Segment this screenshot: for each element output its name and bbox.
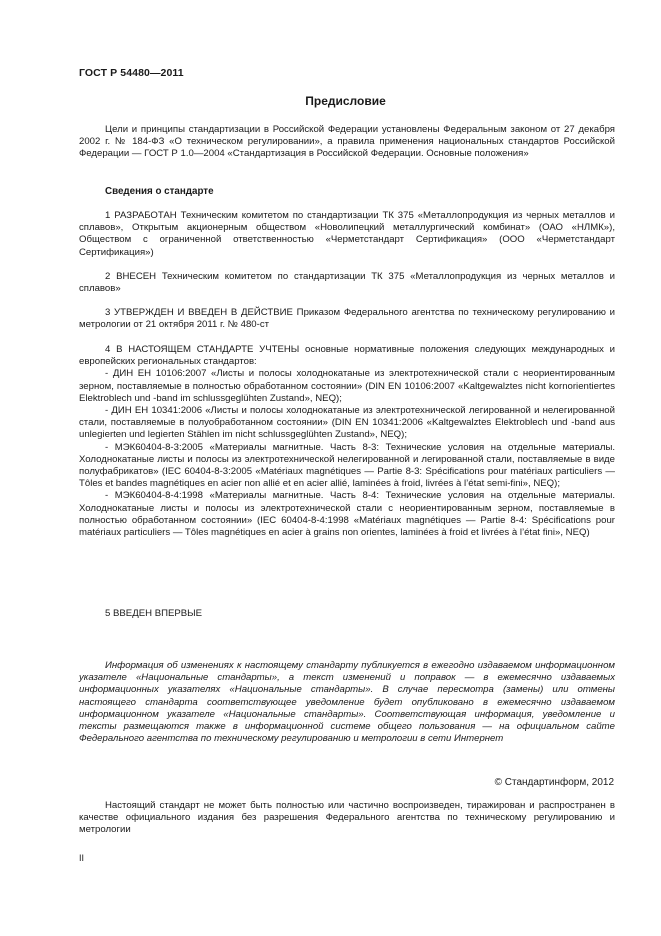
item-2-block	[79, 271, 615, 295]
copyright-line: © Стандартинформ, 2012	[494, 777, 614, 788]
item-5-paragraph: 5 ВВЕДЕН ВПЕРВЫЕ	[105, 608, 203, 619]
notice-paragraph: Информация об изменениях к настоящему стандарту публикуется в ежегодно издаваемом информационном указателе «Национальные стандарты», а текст изменений и поправок — в ежемесячно издаваемых информационных указателях «Национальные стандарты». В случае пересмотра (замены) или отмены настоящего стандарта соответствующее уведомление будет опубликовано в ежемесячно издаваемом информационном указателе «Национальные стандарты». Соответствующая информация, уведомление и тексты размещаются также в информационной системе общего пользования — на официальном сайте Федерального агентства по техническому регулированию и метрологии в сети Интернет	[79, 660, 615, 745]
item-2-paragraph: 2 ВНЕСЕН Техническим комитетом по стандартизации ТК 375 «Металлопродукция из черных металлов и сплавов»	[79, 271, 615, 295]
item-1-paragraph: 1 РАЗРАБОТАН Техническим комитетом по стандартизации ТК 375 «Металлопродукция из черных металлов и сплавов», Открытым акционерным обществом «Новолипецкий металлургический комбинат» (ОАО «НЛМК»), Обществом с ограниченной ответственностью «Черметстандарт Сертификация» (ООО «Черметстандарт Сертификация»)	[79, 210, 615, 258]
item-4-paragraph: 4 В НАСТОЯЩЕМ СТАНДАРТЕ УЧТЕНЫ основные нормативные положения следующих международных и европейских региональных стандартов:	[79, 344, 615, 368]
item-5-block	[79, 608, 615, 620]
item-4-sub-4: - МЭК60404-8-4:1998 «Материалы магнитные. Часть 8-4: Технические условия на отдельные материалы. Холоднокатаные листы и полосы из электротехнической стали с неориентированным зерном, поставляемые в полностью обработанном состоянии» (IEC 60404-8-4:1998 «Matériaux magnétiques — Partie 8-4: Spécifications pour matériaux particuliers — Tôles magnétiques en acier à grains non orientes, laminées à froid et livrées à l’état fini», NEQ)	[79, 490, 615, 539]
item-4-sub-2: - ДИН ЕН 10341:2006 «Листы и полосы холоднокатаные из электротехнической легированной и нелегированной стали, поставляемые в полуобработанном состоянии» (DIN EN 10341:2006 «Kaltgewalztes Elektroblech und -band aus unlegierten und legierten Stählen im nicht schlussgeglühten Zustand», NEQ);	[79, 405, 615, 441]
item-4-block	[79, 344, 615, 539]
page-number: II	[79, 853, 85, 863]
footer-block	[79, 800, 615, 837]
item-1-block	[79, 210, 615, 259]
section-heading: Сведения о стандарте	[105, 186, 214, 197]
notice-block	[79, 660, 615, 745]
footer-paragraph: Настоящий стандарт не может быть полностью или частично воспроизведен, тиражирован и распространен в качестве официального издания без разрешения Федерального агентства по техническому регулированию и метрологии	[79, 800, 615, 836]
intro-paragraph: Цели и принципы стандартизации в Российской Федерации установлены Федеральным законом от 27 декабря 2002 г. № 184-ФЗ «О техническом регулировании», а правила применения национальных стандартов Российской Федерации — ГОСТ Р 1.0—2004 «Стандартизация в Российской Федерации. Основные положения»	[79, 124, 615, 160]
item-4-sub-3: - МЭК60404-8-3:2005 «Материалы магнитные. Часть 8-3: Технические условия на отдельные материалы. Холоднокатаные листы и полосы из электротехнической нелегированной и легированной стали, поставляемые в виде полуфабрикатов» (IEC 60404-8-3:2005 «Matériaux magnétiques — Partie 8-3: Spécifications pour matériaux particuliers — Tôles et bandes magnétiques en acier non allié et en acier allié, laminées à froid, livrées à l’état semi-fini», NEQ);	[79, 441, 615, 490]
standard-id: ГОСТ Р 54480—2011	[79, 67, 184, 79]
intro-block	[79, 124, 615, 161]
item-4-sub-1: - ДИН ЕН 10106:2007 «Листы и полосы холоднокатаные из электротехнической стали с неориентированным зерном, поставляемые в полностью обработанном состоянии» (DIN EN 10106:2007 «Kaltgewalztes nicht kornorientiertes Elektroblech und -band im schlussgeglühten Zustand», NEQ);	[79, 368, 615, 404]
item-3-paragraph: 3 УТВЕРЖДЕН И ВВЕДЕН В ДЕЙСТВИЕ Приказом Федерального агентства по техническому регулированию и метрологии от 21 октября 2011 г. № 480-ст	[79, 307, 615, 331]
item-3-block	[79, 307, 615, 331]
page-title: Предисловие	[305, 94, 386, 108]
